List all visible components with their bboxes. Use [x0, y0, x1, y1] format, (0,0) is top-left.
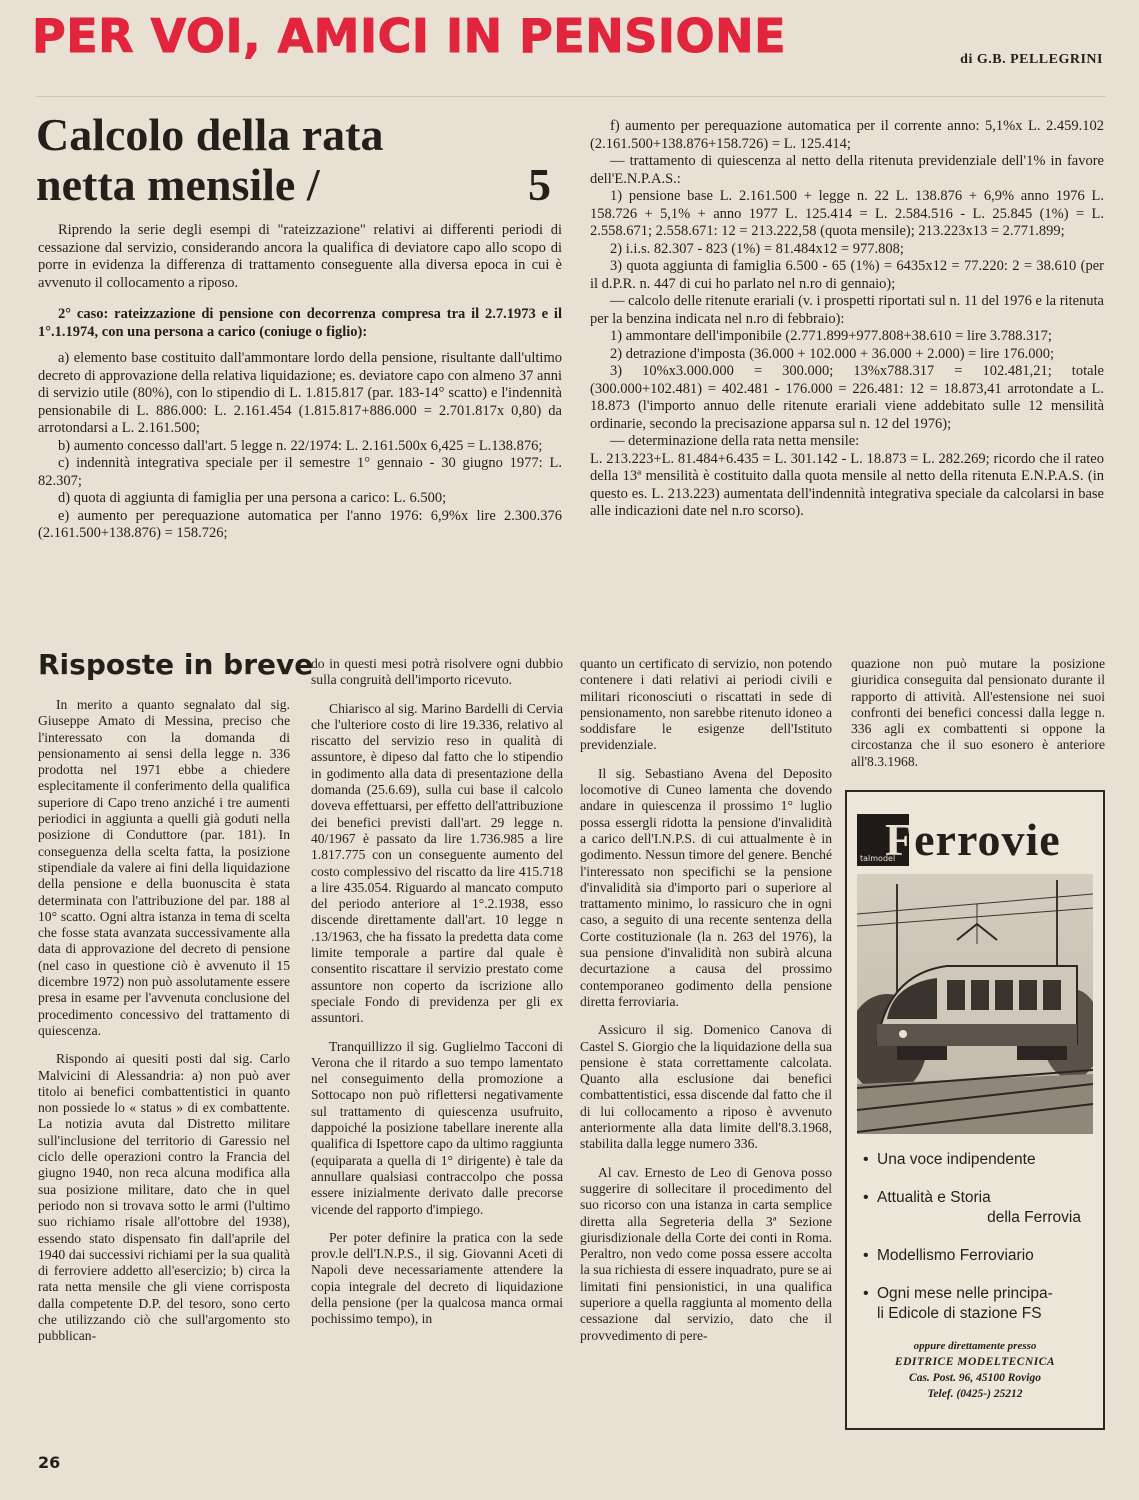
ad-feature-item: • Modellismo Ferroviario: [863, 1247, 1034, 1264]
replies-column-1: [38, 697, 290, 1345]
train-photo: [857, 874, 1093, 1134]
magazine-advertisement: [845, 790, 1105, 1430]
reply-paragraph: Assicuro il sig. Domenico Canova di Castel S. Giorgio che la liquidazione della sua pensione è stata correttamente calcolata. Quanto alla esclusione dai benefici combattentistici, essa discende dal fatto che il di lui collocamento a riposo è avvenuto anteriormente alla data limite dell'8.3.1968, stabilita dalla legge numero 336.: [580, 1022, 832, 1152]
ad-feature-item: • Ogni mese nelle principa- li Edicole di stazione FS: [863, 1285, 1053, 1322]
ad-contact-line: oppure direttamente presso: [913, 1340, 1037, 1352]
ad-contact: [847, 1338, 1103, 1402]
replies-column-3: [580, 656, 832, 1344]
ad-contact-line: Telef. (0425-) 25212: [927, 1388, 1023, 1400]
section-header-title: PER VOI, AMICI IN PENSIONE: [32, 9, 786, 63]
article-paragraph: 1) pensione base L. 2.161.500 + legge n. 22 L. 138.876 + 6,9% anno 1976 L. 158.726 + 5,1% + anno 1977 L. 125.414 = L. 2.584.516 - L. 25.845 (1%) = L. 2.558.671; 2.558.671: 12 = 213.222,58 (quota mensile); 213.223x13 = 2.771.899;: [590, 188, 1104, 239]
article-paragraph: 2) detrazione d'imposta (36.000 + 102.000 + 36.000 + 2.000) = lire 176.000;: [610, 345, 1055, 362]
reply-paragraph: Al cav. Ernesto de Leo di Genova posso suggerire di sollecitare il procedimento del suo ricorso con una istanza in carta semplice diretta alla Segreteria della 3ª Sezione giurisdizionale della Corte dei conti in Roma. Peraltro, non vedo come possa essere accolta la sua richiesta di essere inquadrato, pure se ai limitati fini pensionistici, in una qualifica superiore a quella raggiunta al momento della cessazione dal servizio, dato che il provvedimento di pere-: [580, 1164, 832, 1343]
replies-title: Risposte in breve: [38, 648, 314, 681]
article-paragraph: — calcolo delle ritenute erariali (v. i prospetti riportati sul n. 11 del 1976 e la ritenuta per la benzina indicata nel n.ro di febbraio):: [590, 293, 1104, 327]
ad-feature-item: • Una voce indipendente: [863, 1151, 1036, 1168]
bullet-icon: •: [863, 1247, 869, 1264]
bullet-icon: •: [863, 1285, 869, 1302]
article-paragraph: e) aumento per perequazione automatica per l'anno 1976: 6,9%x lire 2.300.376 (2.161.500+138.876) = 158.726;: [38, 507, 562, 541]
reply-paragraph: Rispondo ai quesiti posti dal sig. Carlo Malvicini di Alessandria: a) non può aver titolo ai benefici combattentistici in quanto non possiede lo « status » di ex combattente. La notizia avuta dal Distretto militare sull'inclusione del territorio di Garessio nel ciclo delle operazioni contro la Francia del giugno 1940, non reca alcuna modifica alla sua posizione militare, dato che in quel periodo non si trovava sotto le armi (l'ultimo suo richiamo risale all'ottobre del 1938), essendo stato dispensato fin dall'aprile del 1940 dai successivi richiami per la sua qualità di ferroviere addetto all'esercizio; b) circa la rata netta mensile che gli viene corrisposta dalla competente D.P. del tesoro, sono certo che utilizzando ciò che sull'argomento sto pubblican-: [38, 1051, 290, 1344]
article-paragraph: — determinazione della rata netta mensile:: [610, 433, 860, 449]
article-paragraph: 3) quota aggiunta di famiglia 6.500 - 65 (1%) = 6435x12 = 77.220: 2 = 38.610 (per il d.P.R. n. 447 di cui ho parlato nel n.ro di gennaio);: [590, 258, 1104, 292]
article-paragraph: — trattamento di quiescenza al netto della ritenuta previdenziale dell'1% in favore dell'E.N.P.A.S.:: [590, 153, 1104, 187]
ad-logo: [857, 814, 1097, 866]
bullet-icon: •: [863, 1189, 869, 1206]
article-paragraph: c) indennità integrativa speciale per il semestre 1° gennaio - 30 giugno 1977: L. 82.307;: [38, 455, 562, 489]
article-paragraph: 3) 10%x3.000.000 = 300.000; 13%x788.317 = 102.481,21; totale (300.000+102.481) = 402.481 - 176.000 = 226.481: 12 = 18.873,41 arrotondate a L. 18.873 (l'importo annuo delle ritenute erariali viene addebitato sulle 12 mensilità ordinarie, secondo la precisazione apparsa sul n. 12 del 1976);: [590, 363, 1104, 432]
article-paragraph: Riprendo la serie degli esempi di "rateizzazione" relativi ai differenti periodi di cessazione dal servizio, considerando ancora la qualifica di deviatore capo allo scopo di porre in evidenza la differenza di trattamento conseguente alla diversa epoca in cui è avvenuto il collocamento a riposo.: [38, 222, 562, 291]
article-title: [36, 110, 566, 210]
article-title-line2: netta mensile /: [36, 159, 320, 210]
article-right-column: [590, 118, 1104, 521]
author-byline: di G.B. PELLEGRINI: [960, 52, 1103, 67]
replies-column-4: [851, 656, 1105, 770]
reply-paragraph: Il sig. Sebastiano Avena del Deposito locomotive di Cuneo lamenta che dovendo andare in quiescenza il prossimo 1° luglio possa essergli ridotta la pensione d'invalidità a carico dell'I.N.P.S. di cui attualmente è in godimento. Nessun timore del genere. Benché l'interessato non specifichi se la pensione d'invalidità sia d'importo pari o superiore al trattamento minimo, lo rassicuro che in ogni caso, a seguito di una recente sentenza della Corte costituzionale (la n. 263 del 1976), la sua pensione d'invalidità non subirà alcuna decurtazione a causa del prossimo contemporaneo godimento della pensione diretta ferroviaria.: [580, 765, 832, 1009]
article-paragraph: 1) ammontare dell'imponibile (2.771.899+977.808+38.610 = lire 3.788.317;: [610, 328, 1052, 344]
reply-paragraph: Tranquillizzo il sig. Guglielmo Tacconi di Verona che il ritardo a suo tempo lamentato nel conseguimento della promozione a Sottocapo non può riflettersi negativamente sul trattamento di quiescenza usufruito, dappoiché la posizione tabellare inerente alla qualifica di Ispettore capo da ultimo raggiunta (equiparata a quella di 1° dirigente) è tale da annullare qualsiasi contraccolpo che possa essere inizialmente derivato dalle precorse vicende del rapporto d'impiego.: [311, 1038, 563, 1217]
article-left-column: [38, 222, 562, 543]
reply-paragraph: In merito a quanto segnalato dal sig. Giuseppe Amato di Messina, preciso che l'interessato con la domanda di pensionamento ai sensi della legge n. 336 prodotta nel 1971 ebbe a chiedere esplecitamente il conferimento della qualifica superiore di Capo treno anziché i tre aumenti periodici in aggiunta a quelli già goduti nella posizione di Conduttore (par. 181). In conseguenza della scelta fatta, la posizione stipendiale da valere ai fini della liquidazione della pensione e della buonuscita è stata determinata con l'attribuzione del par. 188 al 10° scatto. Ogni altra istanza in tema di scelta che fosse stata avanzata successivamente alla data di approvazione del decreto di pensione (nel caso in questione ciò è avvenuto il 15 dicembre 1972) non può assolutamente essere presa in esame per l'avvenuta conclusione del procedimento concessivo del trattamento di quiescenza.: [38, 697, 290, 1038]
ad-contact-line: Cas. Post. 96, 45100 Rovigo: [909, 1372, 1041, 1384]
article-paragraph: f) aumento per perequazione automatica per il corrente anno: 5,1%x L. 2.459.102 (2.161.500+138.876+158.726) = L. 125.414;: [590, 118, 1104, 152]
ad-brand-name: Ferrovie: [885, 814, 1061, 865]
article-paragraph: a) elemento base costituito dall'ammontare lordo della pensione, risultante dall'ultimo decreto di approvazione della relativa liquidazione; es. deviatore capo con almeno 37 anni di servizio utile (80%), con lo stipendio di L. 1.815.817 (par. 183-14° scatto) e l'indennità pensionabile di L. 886.000: L. 2.161.454 (1.815.817+886.000 = 2.701.817x 0,80) da arrotondarsi a L. 2.161.500;: [38, 350, 562, 436]
ad-feature-item: • Attualità e Storia della Ferrovia: [863, 1189, 1081, 1226]
article-case-heading: 2° caso: rateizzazione di pensione con decorrenza compresa tra il 2.7.1973 e il 1°.1.1974, con una persona a carico (coniuge o figlio):: [38, 306, 562, 340]
article-paragraph: 2) i.i.s. 82.307 - 823 (1%) = 81.484x12 = 977.808;: [610, 240, 904, 257]
reply-paragraph: Chiarisco al sig. Marino Bardelli di Cervia che l'ulteriore costo di lire 19.336, relativo al riscatto del servizio reso in qualità di assuntore, è dipeso dal fatto che lo stipendio in godimento alla data di presentazione della domanda (25.6.69), sulla cui base il calcolo doveva effettuarsi, per effetto dell'attribuzione dei benefici previsti dall'art. 29 legge n. 40/1967 è passato da lire 1.736.985 a lire 1.817.775 con un conseguente aumento del costo complessivo del riscatto da lire 415.718 a lire 435.054. Riguardo al mancato computo del periodo anteriore al 1°.2.1938, esso discende direttamente dall'art. 10 legge n .13/1963, che ha fissato la predetta data come limite temporale a partire dal quale è consentito riscattare il servizio prestato come assuntore non coperto da iscrizione allo speciale Fondo di previdenza per gli ex assuntori.: [311, 700, 563, 1026]
article-paragraph: L. 213.223+L. 81.484+6.435 = L. 301.142 - L. 18.873 = L. 282.269; ricordo che il rateo della 13ª mensilità è costituito dalla quota mensile al netto della ritenuta E.N.P.A.S. (in questo es. L. 213.223) aumentata dell'indennità integrativa speciale da calcolarsi in base alle indicazioni date nel n.ro scorso).: [590, 450, 1104, 519]
replies-column-2: [311, 656, 563, 1328]
header-divider: [36, 96, 1106, 97]
ad-feature-list: [863, 1150, 1099, 1342]
article-series-number: 5: [528, 159, 551, 210]
bullet-icon: •: [863, 1151, 869, 1168]
ad-publisher-name: EDITRICE MODELTECNICA: [894, 1356, 1056, 1368]
reply-paragraph: do in questi mesi potrà risolvere ogni dubbio sulla congruità dell'importo ricevuto.: [311, 656, 563, 688]
article-paragraph: b) aumento concesso dall'art. 5 legge n. 22/1974: L. 2.161.500x 6,425 = L.138.876;: [58, 437, 543, 454]
reply-paragraph: quazione non può mutare la posizione giuridica conseguita dal pensionato durante il rapporto di attività. All'estensione nei suoi confronti dei benefici concessi dalla legge n. 336 agli ex combattenti si oppone la circostanza che il suo esonero è anteriore all'8.3.1968.: [851, 656, 1105, 769]
ad-brand-subtitle: talmodel: [860, 854, 896, 863]
reply-paragraph: quanto un certificato di servizio, non potendo contenere i dati relativi ai periodi civili e militari riconosciuti o riscattati in sede di pensionamento, non sarebbe ritenuto idoneo a soddisfare le esigenze dell'Istituto previdenziale.: [580, 656, 832, 753]
page-number: 26: [38, 1453, 61, 1472]
reply-paragraph: Per poter definire la pratica con la sede prov.le dell'I.N.P.S., il sig. Giovanni Aceti di Napoli deve necessariamente attendere la copia integrale del decreto di liquidazione della pensione (per la qualcosa manca ormai pochissimo tempo), in: [311, 1229, 563, 1327]
article-paragraph: d) quota di aggiunta di famiglia per una persona a carico: L. 6.500;: [58, 490, 447, 506]
article-title-line1: Calcolo della rata: [36, 109, 384, 160]
